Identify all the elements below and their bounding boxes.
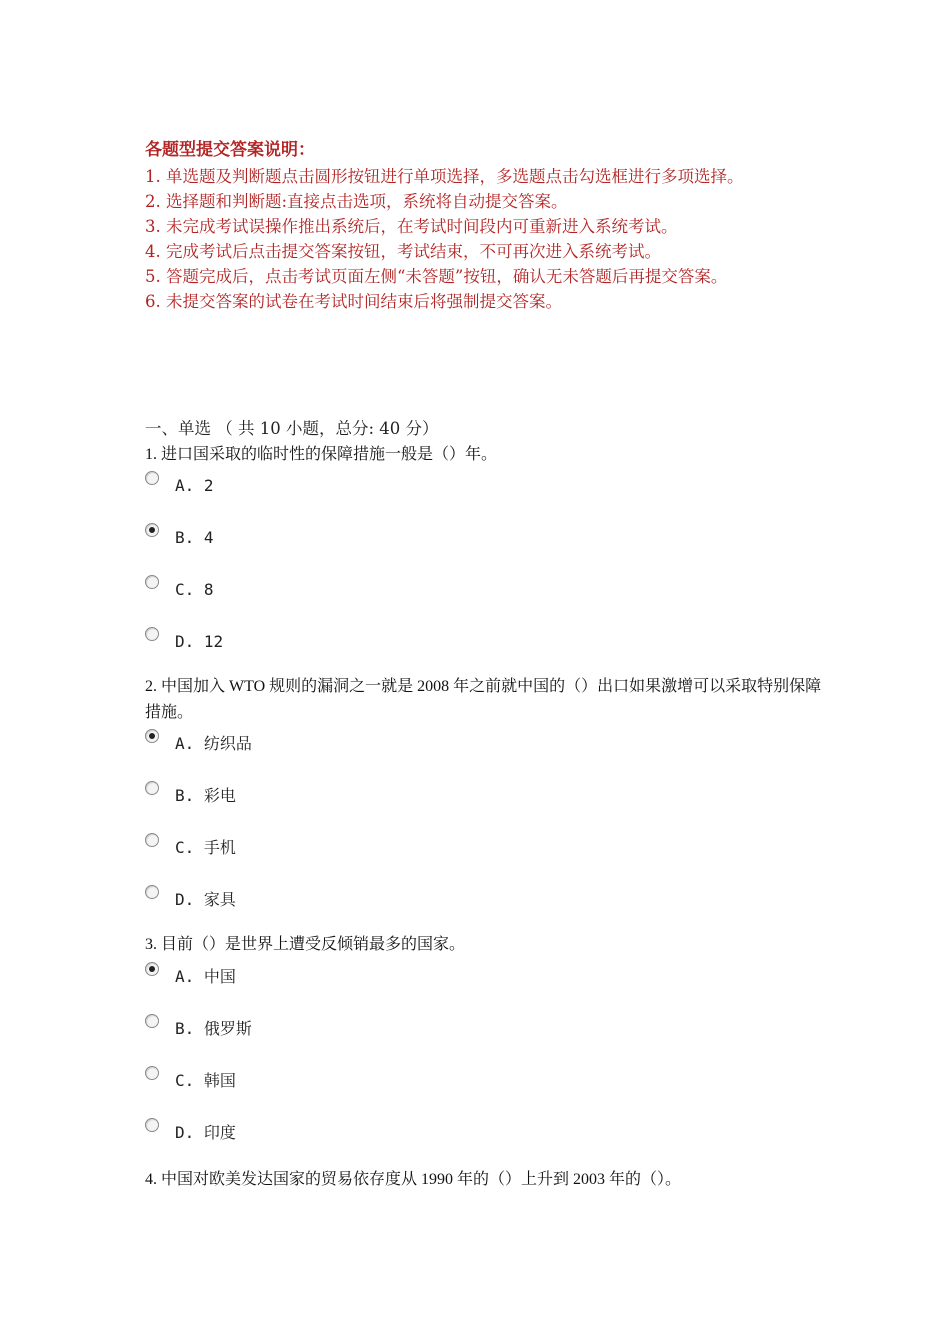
radio-button-icon[interactable]: [145, 781, 159, 795]
option-q3-a[interactable]: [145, 962, 236, 992]
option-q1-b[interactable]: [145, 523, 214, 553]
instruction-item: 5. 答题完成后，点击考试页面左侧“未答题”按钮，确认无未答题后再提交答案。: [145, 267, 728, 286]
option-q1-c[interactable]: [145, 575, 214, 605]
radio-button-icon[interactable]: [145, 627, 159, 641]
radio-button-icon[interactable]: [145, 1066, 159, 1080]
option-q2-d[interactable]: [145, 885, 236, 915]
radio-button-checked-icon[interactable]: [145, 729, 159, 743]
option-q2-b[interactable]: [145, 781, 236, 811]
radio-button-checked-icon[interactable]: [145, 523, 159, 537]
question-text: 4. 中国对欧美发达国家的贸易依存度从 1990 年的（）上升到 2003 年的（）。: [145, 1171, 682, 1188]
option-label: B. 4: [175, 528, 214, 547]
option-label: C. 韩国: [175, 1071, 236, 1090]
option-label: A. 纺织品: [175, 734, 252, 753]
radio-button-icon[interactable]: [145, 833, 159, 847]
instruction-item: 1. 单选题及判断题点击圆形按钮进行单项选择，多选题点击勾选框进行多项选择。: [145, 167, 744, 186]
option-label: C. 手机: [175, 838, 236, 857]
instruction-item: 4. 完成考试后点击提交答案按钮，考试结束，不可再次进入系统考试。: [145, 242, 661, 261]
radio-button-icon[interactable]: [145, 885, 159, 899]
option-label: C. 8: [175, 580, 214, 599]
instructions-block: [145, 138, 795, 314]
question-text: 3. 目前（）是世界上遭受反倾销最多的国家。: [145, 936, 466, 953]
option-q3-d[interactable]: [145, 1118, 236, 1148]
question-text: 2. 中国加入 WTO 规则的漏洞之一就是 2008 年之前就中国的（）出口如果激增可以采取特别保障措施。: [145, 678, 822, 721]
radio-button-icon[interactable]: [145, 1014, 159, 1028]
option-q3-b[interactable]: [145, 1014, 252, 1044]
radio-button-checked-icon[interactable]: [145, 962, 159, 976]
instruction-item: 6. 未提交答案的试卷在考试时间结束后将强制提交答案。: [145, 292, 562, 311]
instruction-item: 2. 选择题和判断题:直接点击选项，系统将自动提交答案。: [145, 192, 568, 211]
option-q3-c[interactable]: [145, 1066, 236, 1096]
instruction-item: 3. 未完成考试误操作推出系统后，在考试时间段内可重新进入系统考试。: [145, 217, 678, 236]
option-q2-a[interactable]: [145, 729, 252, 759]
instructions-title: 各题型提交答案说明：: [145, 140, 315, 160]
question-text: 1. 进口国采取的临时性的保障措施一般是（）年。: [145, 446, 498, 463]
option-label: A. 中国: [175, 967, 236, 986]
option-label: B. 彩电: [175, 786, 236, 805]
option-label: D. 印度: [175, 1123, 236, 1142]
option-label: B. 俄罗斯: [175, 1019, 252, 1038]
radio-button-icon[interactable]: [145, 1118, 159, 1132]
option-label: D. 家具: [175, 890, 236, 909]
option-q2-c[interactable]: [145, 833, 236, 863]
option-label: A. 2: [175, 476, 214, 495]
radio-button-icon[interactable]: [145, 575, 159, 589]
option-q1-d[interactable]: [145, 627, 223, 657]
option-q1-a[interactable]: [145, 471, 214, 501]
section-title: 一、单选 （ 共 10 小题，总分: 40 分）: [145, 419, 439, 438]
option-label: D. 12: [175, 632, 224, 651]
radio-button-icon[interactable]: [145, 471, 159, 485]
